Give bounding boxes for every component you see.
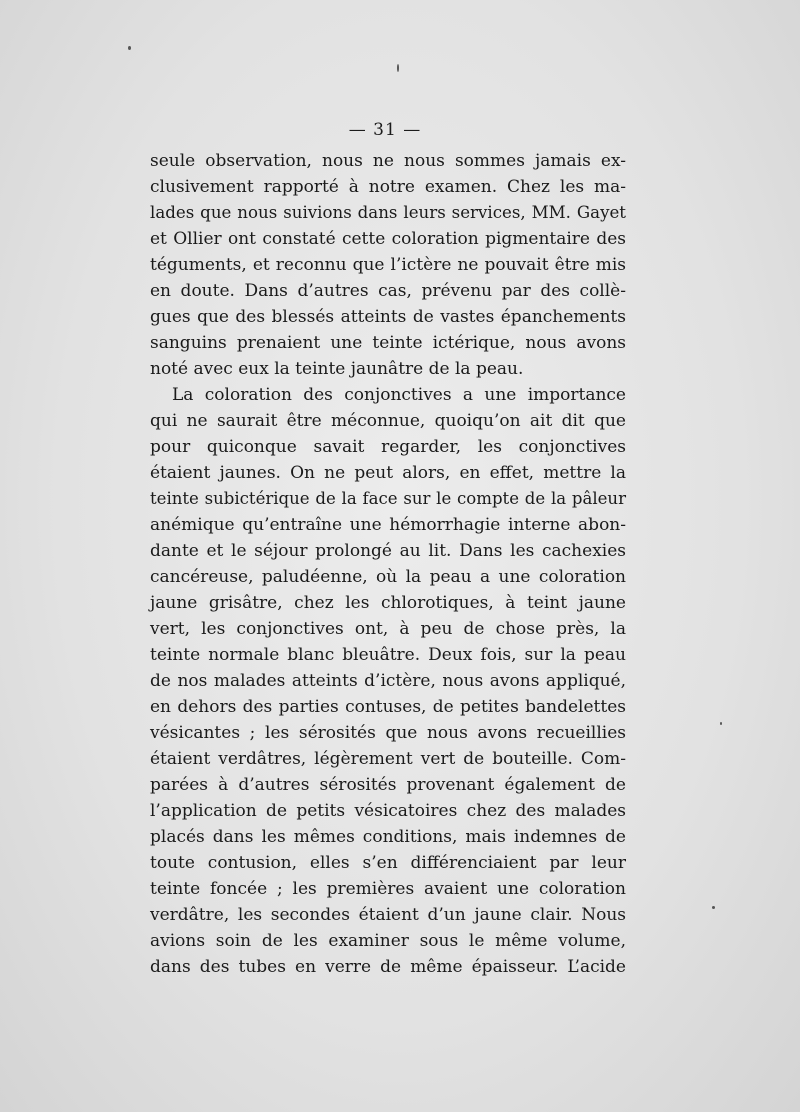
text-line: l’application de petits vésicatoires chez des malades bbox=[150, 801, 626, 821]
body-text bbox=[150, 148, 626, 980]
text-line: seule observation, nous ne nous sommes jamais ex- bbox=[150, 151, 626, 171]
text-line: dante et le séjour prolongé au lit. Dans les cachexies bbox=[150, 541, 626, 561]
text-line: sanguins prenaient une teinte ictérique, nous avons bbox=[150, 333, 626, 353]
text-line: parées à d’autres sérosités provenant également de bbox=[150, 775, 626, 795]
text-line: qui ne saurait être méconnue, quoiqu’on ait dit que bbox=[150, 411, 626, 431]
text-line: noté avec eux la teinte jaunâtre de la peau. bbox=[150, 359, 524, 379]
text-line: vésicantes ; les sérosités que nous avons recueillies bbox=[150, 723, 626, 743]
text-line: vert, les conjonctives ont, à peu de chose près, la bbox=[150, 619, 626, 639]
text-line: verdâtre, les secondes étaient d’un jaune clair. Nous bbox=[150, 905, 626, 925]
text-line: et Ollier ont constaté cette coloration pigmentaire des bbox=[150, 229, 626, 249]
text-line: dans des tubes en verre de même épaisseur. L’acide bbox=[150, 957, 626, 977]
text-line: étaient jaunes. On ne peut alors, en effet, mettre la bbox=[150, 463, 626, 483]
text-line: anémique qu’entraîne une hémorrhagie interne abon- bbox=[150, 515, 626, 535]
text-line: étaient verdâtres, légèrement vert de bouteille. Com- bbox=[150, 749, 626, 769]
page-number: — 31 — bbox=[348, 120, 422, 140]
text-line: La coloration des conjonctives a une importance bbox=[172, 385, 626, 405]
text-line: teinte foncée ; les premières avaient une coloration bbox=[150, 879, 626, 899]
text-line: teinte normale blanc bleuâtre. Deux fois, sur la peau bbox=[150, 645, 626, 665]
text-line: en doute. Dans d’autres cas, prévenu par des collè- bbox=[150, 281, 626, 301]
text-line: toute contusion, elles s’en différenciaient par leur bbox=[150, 853, 626, 873]
text-line: en dehors des parties contuses, de petites bandelettes bbox=[150, 697, 626, 717]
text-line: placés dans les mêmes conditions, mais indemnes de bbox=[150, 827, 626, 847]
text-line: de nos malades atteints d’ictère, nous avons appliqué, bbox=[150, 671, 626, 691]
ink-speck bbox=[712, 906, 715, 909]
text-line: pour quiconque savait regarder, les conjonctives bbox=[150, 437, 626, 457]
text-line: teinte subictérique de la face sur le compte de la pâleur bbox=[150, 489, 626, 508]
text-line: gues que des blessés atteints de vastes épanchements bbox=[150, 307, 626, 327]
text-line: lades que nous suivions dans leurs services, MM. Gayet bbox=[150, 203, 626, 222]
text-line: jaune grisâtre, chez les chlorotiques, à teint jaune bbox=[150, 593, 626, 613]
text-line: avions soin de les examiner sous le même volume, bbox=[150, 931, 626, 951]
text-line: cancéreuse, paludéenne, où la peau a une coloration bbox=[150, 567, 626, 587]
ink-speck bbox=[128, 46, 131, 50]
ink-speck bbox=[397, 64, 399, 72]
text-line: clusivement rapporté à notre examen. Chez les ma- bbox=[150, 177, 626, 197]
ink-speck bbox=[720, 722, 722, 725]
text-line: téguments, et reconnu que l’ictère ne pouvait être mis bbox=[150, 255, 626, 275]
